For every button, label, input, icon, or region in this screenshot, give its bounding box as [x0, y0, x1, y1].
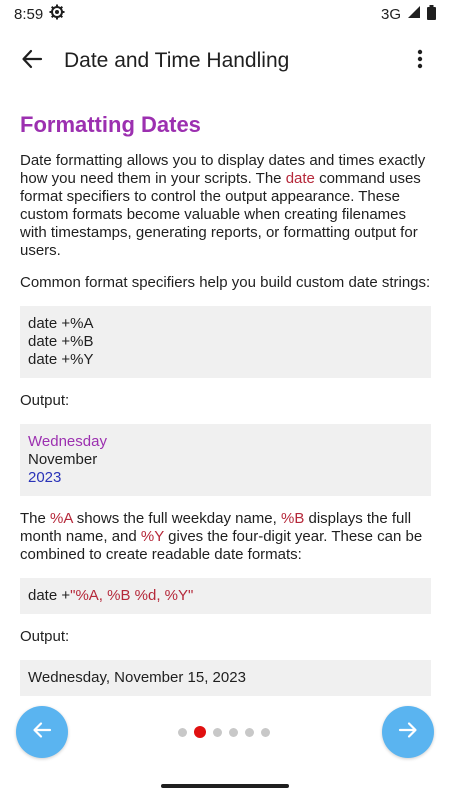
intro-text-1: Date formatting allows you to display dates and times exactly how you need them in your scripts. The	[20, 152, 426, 187]
arrow-right-icon	[398, 720, 418, 745]
output-line-weekday: Wednesday	[28, 433, 107, 450]
network-type: 3G	[380, 5, 401, 23]
app-bar	[0, 28, 450, 94]
page-title: Date and Time Handling	[64, 49, 290, 72]
code-line: date +%B	[28, 333, 94, 350]
page-dot[interactable]	[261, 728, 270, 737]
output-line-year: 2023	[28, 469, 62, 486]
code-argument: "%A, %B %d, %Y"	[70, 587, 194, 604]
page-indicator	[178, 726, 270, 738]
inline-code-year: %Y	[140, 528, 164, 545]
output-block-1	[20, 424, 431, 496]
output-label: Output:	[20, 392, 70, 409]
settings-gear-icon	[49, 4, 65, 24]
back-button[interactable]	[0, 28, 64, 94]
inline-code-date: date	[285, 170, 315, 187]
explanation-text: displays the full month name, and	[20, 510, 412, 545]
output-line-month: November	[28, 451, 98, 468]
output-line-date: Wednesday, November 15, 2023	[28, 669, 246, 686]
code-command: date +	[28, 587, 71, 604]
code-line	[28, 587, 423, 605]
output-label: Output:	[20, 628, 70, 645]
page-dot[interactable]	[213, 728, 222, 737]
specifiers-paragraph: Common format specifiers help you build custom date strings:	[20, 274, 431, 291]
intro-text-2: command uses format specifiers to control the output appearance. These custom formats become valuable when creating filenames with timestamps, generating reports, or formatting output for users.	[20, 170, 421, 259]
code-line: date +%Y	[28, 351, 94, 368]
page-dot[interactable]	[245, 728, 254, 737]
page-dot-active[interactable]	[194, 726, 206, 738]
code-block-combined	[20, 578, 431, 614]
arrow-left-icon	[32, 720, 52, 745]
inline-code-month: %B	[280, 510, 305, 527]
inline-code-weekday: %A	[50, 510, 73, 527]
explanation-text: gives the four-digit year. These can be combined to create readable date formats:	[20, 528, 423, 563]
explanation-text: shows the full weekday name,	[72, 510, 281, 527]
page-dot[interactable]	[229, 728, 238, 737]
intro-paragraph	[20, 152, 431, 260]
previous-page-button[interactable]	[16, 706, 68, 758]
battery-icon	[427, 5, 436, 24]
next-page-button[interactable]	[382, 706, 434, 758]
overflow-menu-button[interactable]	[400, 28, 440, 94]
status-time: 8:59	[14, 5, 44, 23]
article-content[interactable]	[20, 94, 431, 698]
page-dot[interactable]	[178, 728, 187, 737]
arrow-left-icon	[21, 48, 43, 75]
section-title: Formatting Dates	[20, 112, 201, 137]
status-bar	[0, 0, 450, 28]
explanation-paragraph	[20, 510, 431, 564]
signal-icon	[407, 5, 421, 23]
code-block-specifiers	[20, 306, 431, 378]
home-indicator[interactable]	[161, 784, 289, 788]
code-line: date +%A	[28, 315, 94, 332]
output-block-2	[20, 660, 431, 696]
status-right	[381, 5, 436, 24]
more-vert-icon	[417, 49, 423, 74]
explanation-text: The	[20, 510, 51, 527]
